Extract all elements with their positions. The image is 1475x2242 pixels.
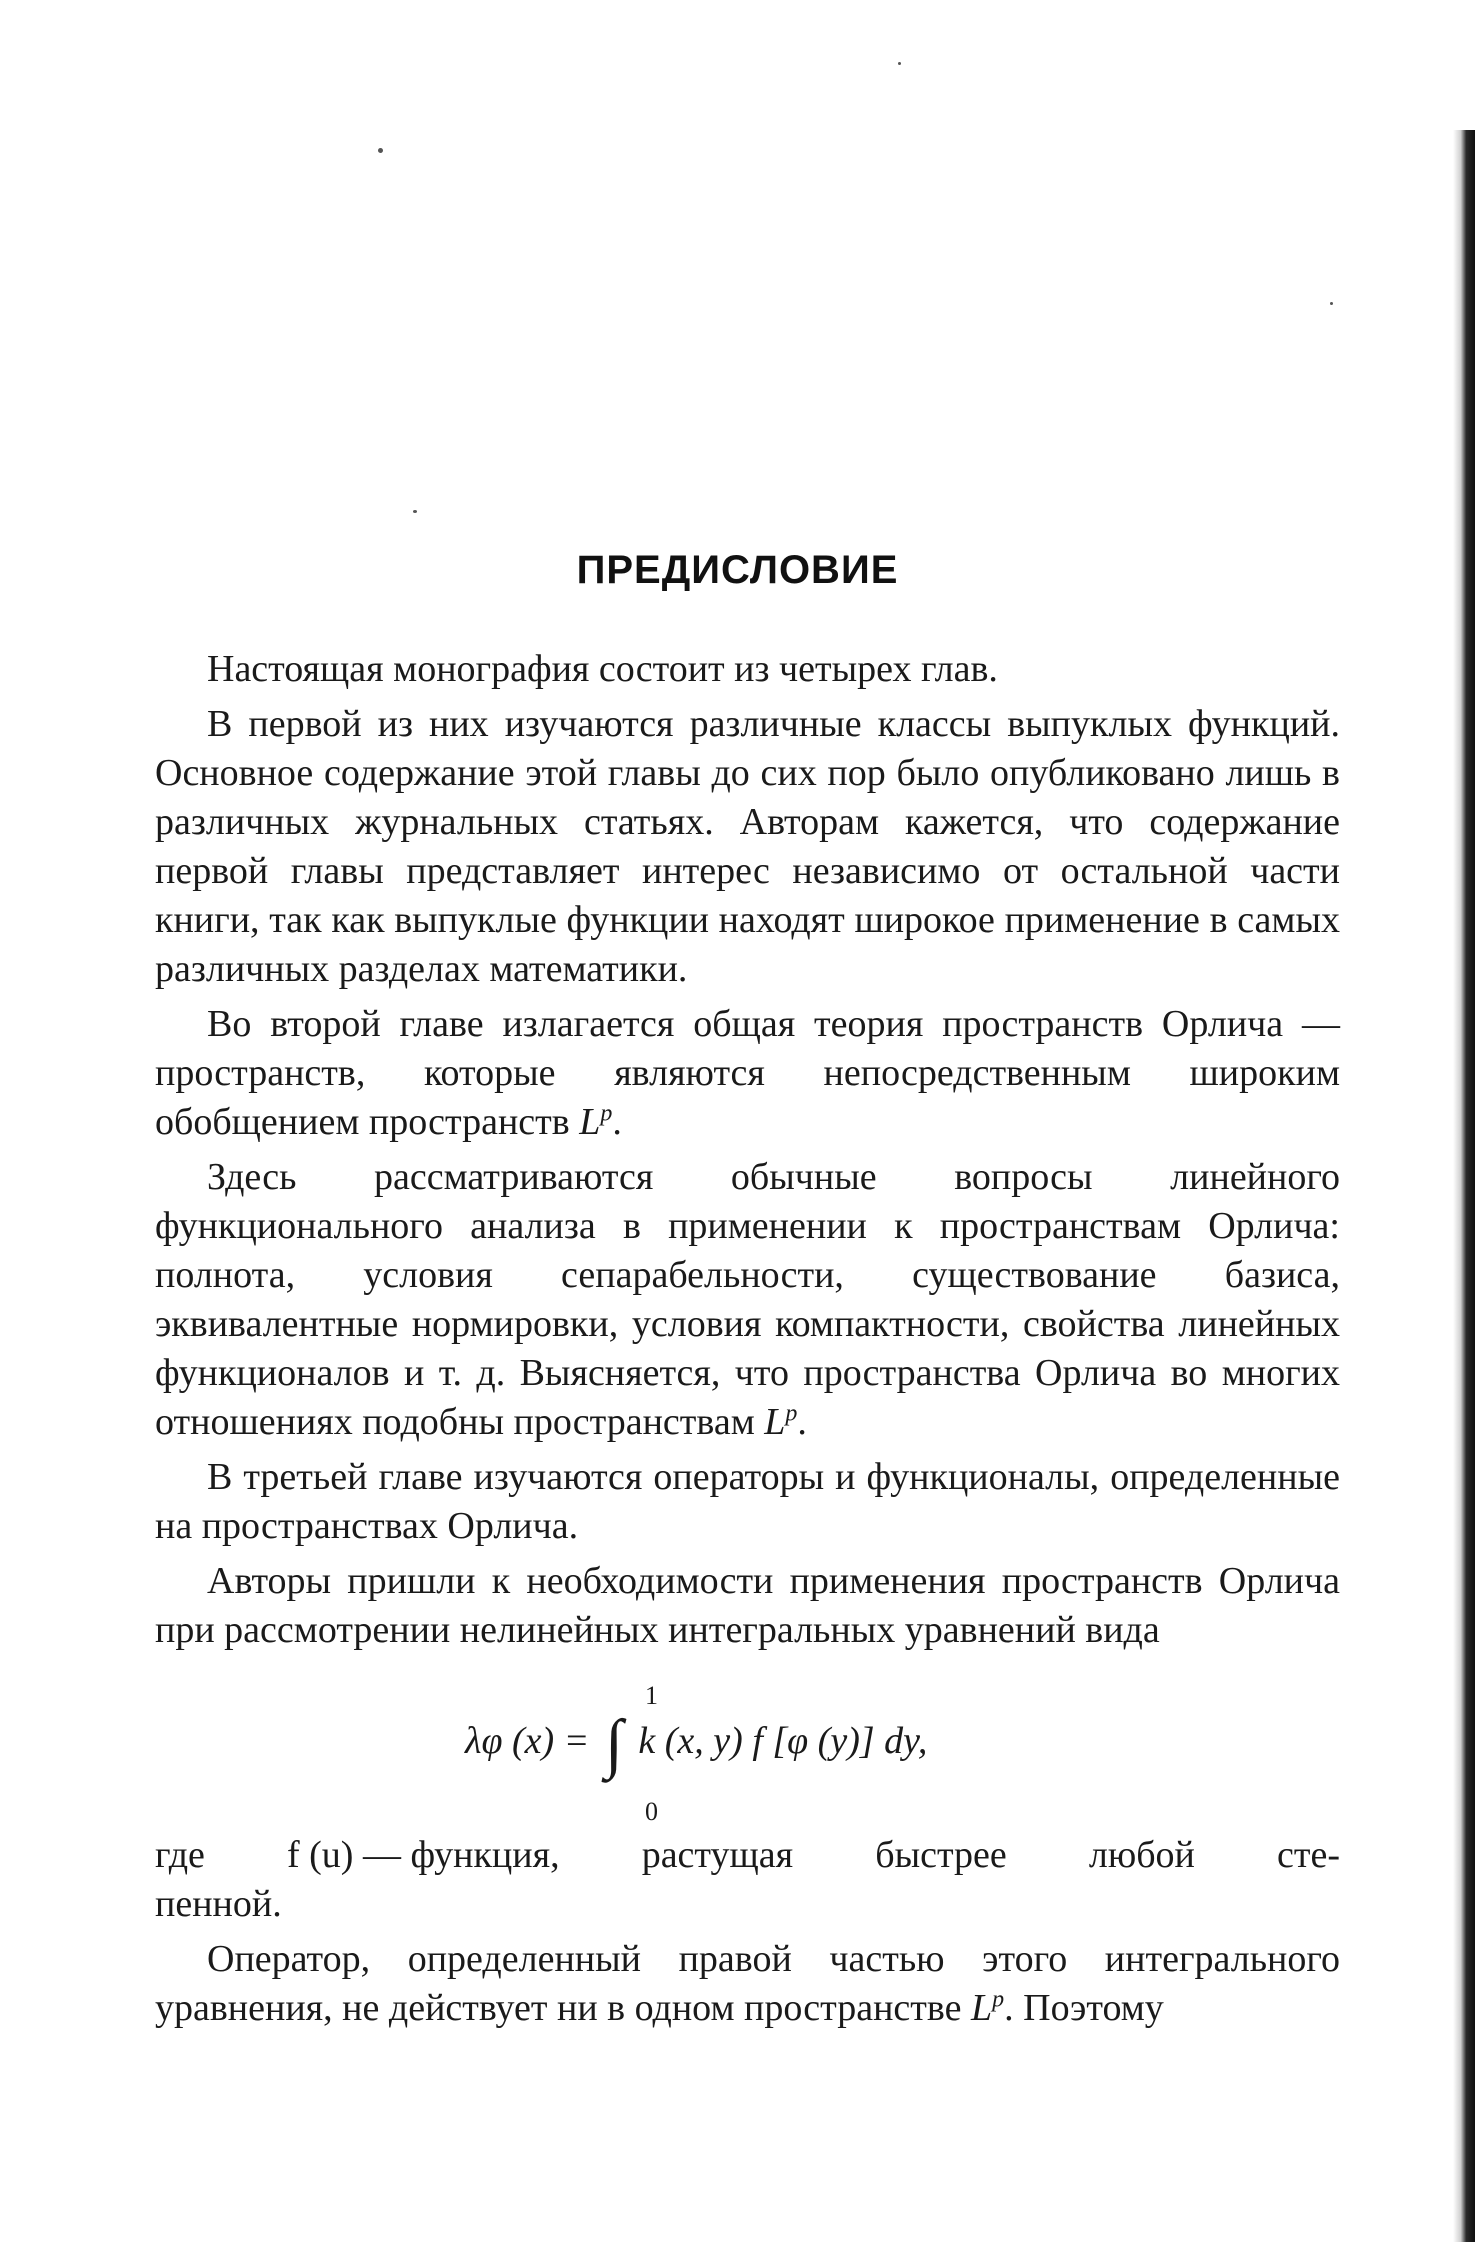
p7-word: где <box>155 1834 205 1876</box>
paragraph-4 <box>155 1153 1340 1447</box>
speck <box>1330 302 1333 305</box>
paragraph-8 <box>155 1935 1340 2033</box>
speck <box>898 62 901 65</box>
space-exponent: p <box>992 1986 1005 2013</box>
formula-rhs: k (x, y) f [φ (y)] dy, <box>638 1720 928 1762</box>
paragraph-2: В первой из них изучаются различные классы выпуклых функций. Основное содержание этой главы до сих пор было опубликовано лишь в различных журнальных статьях. Авторам кажется, что содержание первой главы представляет интерес независимо от остальной части книги, так как выпуклые функции находят широкое применение в самых различных разделах математики. <box>155 703 1340 990</box>
p7-word: растущая <box>641 1834 794 1876</box>
paragraph-7-line-1 <box>155 1831 1340 1880</box>
p7-word: сте- <box>1277 1834 1340 1876</box>
space-exponent: p <box>600 1100 613 1127</box>
paragraph-4-text: Здесь рассматриваются обычные вопросы линейного функционального анализа в применении к пространствам Орлича: полнота, условия сепарабельности, существование базиса, эквивалентные нормировки, условия компактности, свойства линейных функционалов и т. д. Выясняется, что пространства Орлича во многих отношениях подобны пространствам <box>155 1156 1340 1443</box>
integral-sign: ∫ <box>604 1707 623 1780</box>
integral-upper-limit: 1 <box>645 1681 658 1710</box>
integral-equation <box>155 1669 1340 1826</box>
paragraph-8-text: Оператор, определенный правой частью этого интегрального уравнения, не действует ни в одном пространстве <box>155 1938 1340 2029</box>
paragraph-8-end: . Поэтому <box>1004 1987 1164 2029</box>
space-symbol: L <box>764 1401 786 1443</box>
page-title: ПРЕДИСЛОВИЕ <box>576 548 899 592</box>
space-symbol: L <box>579 1101 601 1143</box>
formula-lhs: λφ (x) = <box>465 1720 590 1762</box>
paragraph-4-end: . <box>797 1401 807 1443</box>
paragraph-1: Настоящая монография состоит из четырех глав. <box>207 648 998 690</box>
speck <box>413 510 417 513</box>
paragraph-5: В третьей главе изучаются операторы и функционалы, определенные на пространствах Орлича. <box>155 1456 1340 1547</box>
document-body <box>155 645 1340 2039</box>
integral-lower-limit: 0 <box>645 1797 658 1826</box>
space-symbol: L <box>970 1987 993 2029</box>
page-edge-shadow <box>1453 130 1475 2242</box>
paragraph-3-end: . <box>612 1101 622 1143</box>
p7-word: f (u) — функция, <box>287 1834 560 1876</box>
formula-row <box>465 1707 928 1780</box>
p7-word: любой <box>1088 1834 1195 1876</box>
speck <box>378 148 383 153</box>
paragraph-3-text: Во второй главе излагается общая теория пространств Орлича — пространств, которые являются непосредственным широким обобщением пространств <box>155 1003 1340 1143</box>
paragraph-6: Авторы пришли к необходимости применения пространств Орлича при рассмотрении нелинейных интегральных уравнений вида <box>155 1560 1340 1651</box>
paragraph-3 <box>155 1000 1340 1147</box>
p7-word: быстрее <box>875 1834 1007 1876</box>
paragraph-7-end: пенной. <box>155 1883 282 1925</box>
space-exponent: p <box>785 1400 798 1427</box>
